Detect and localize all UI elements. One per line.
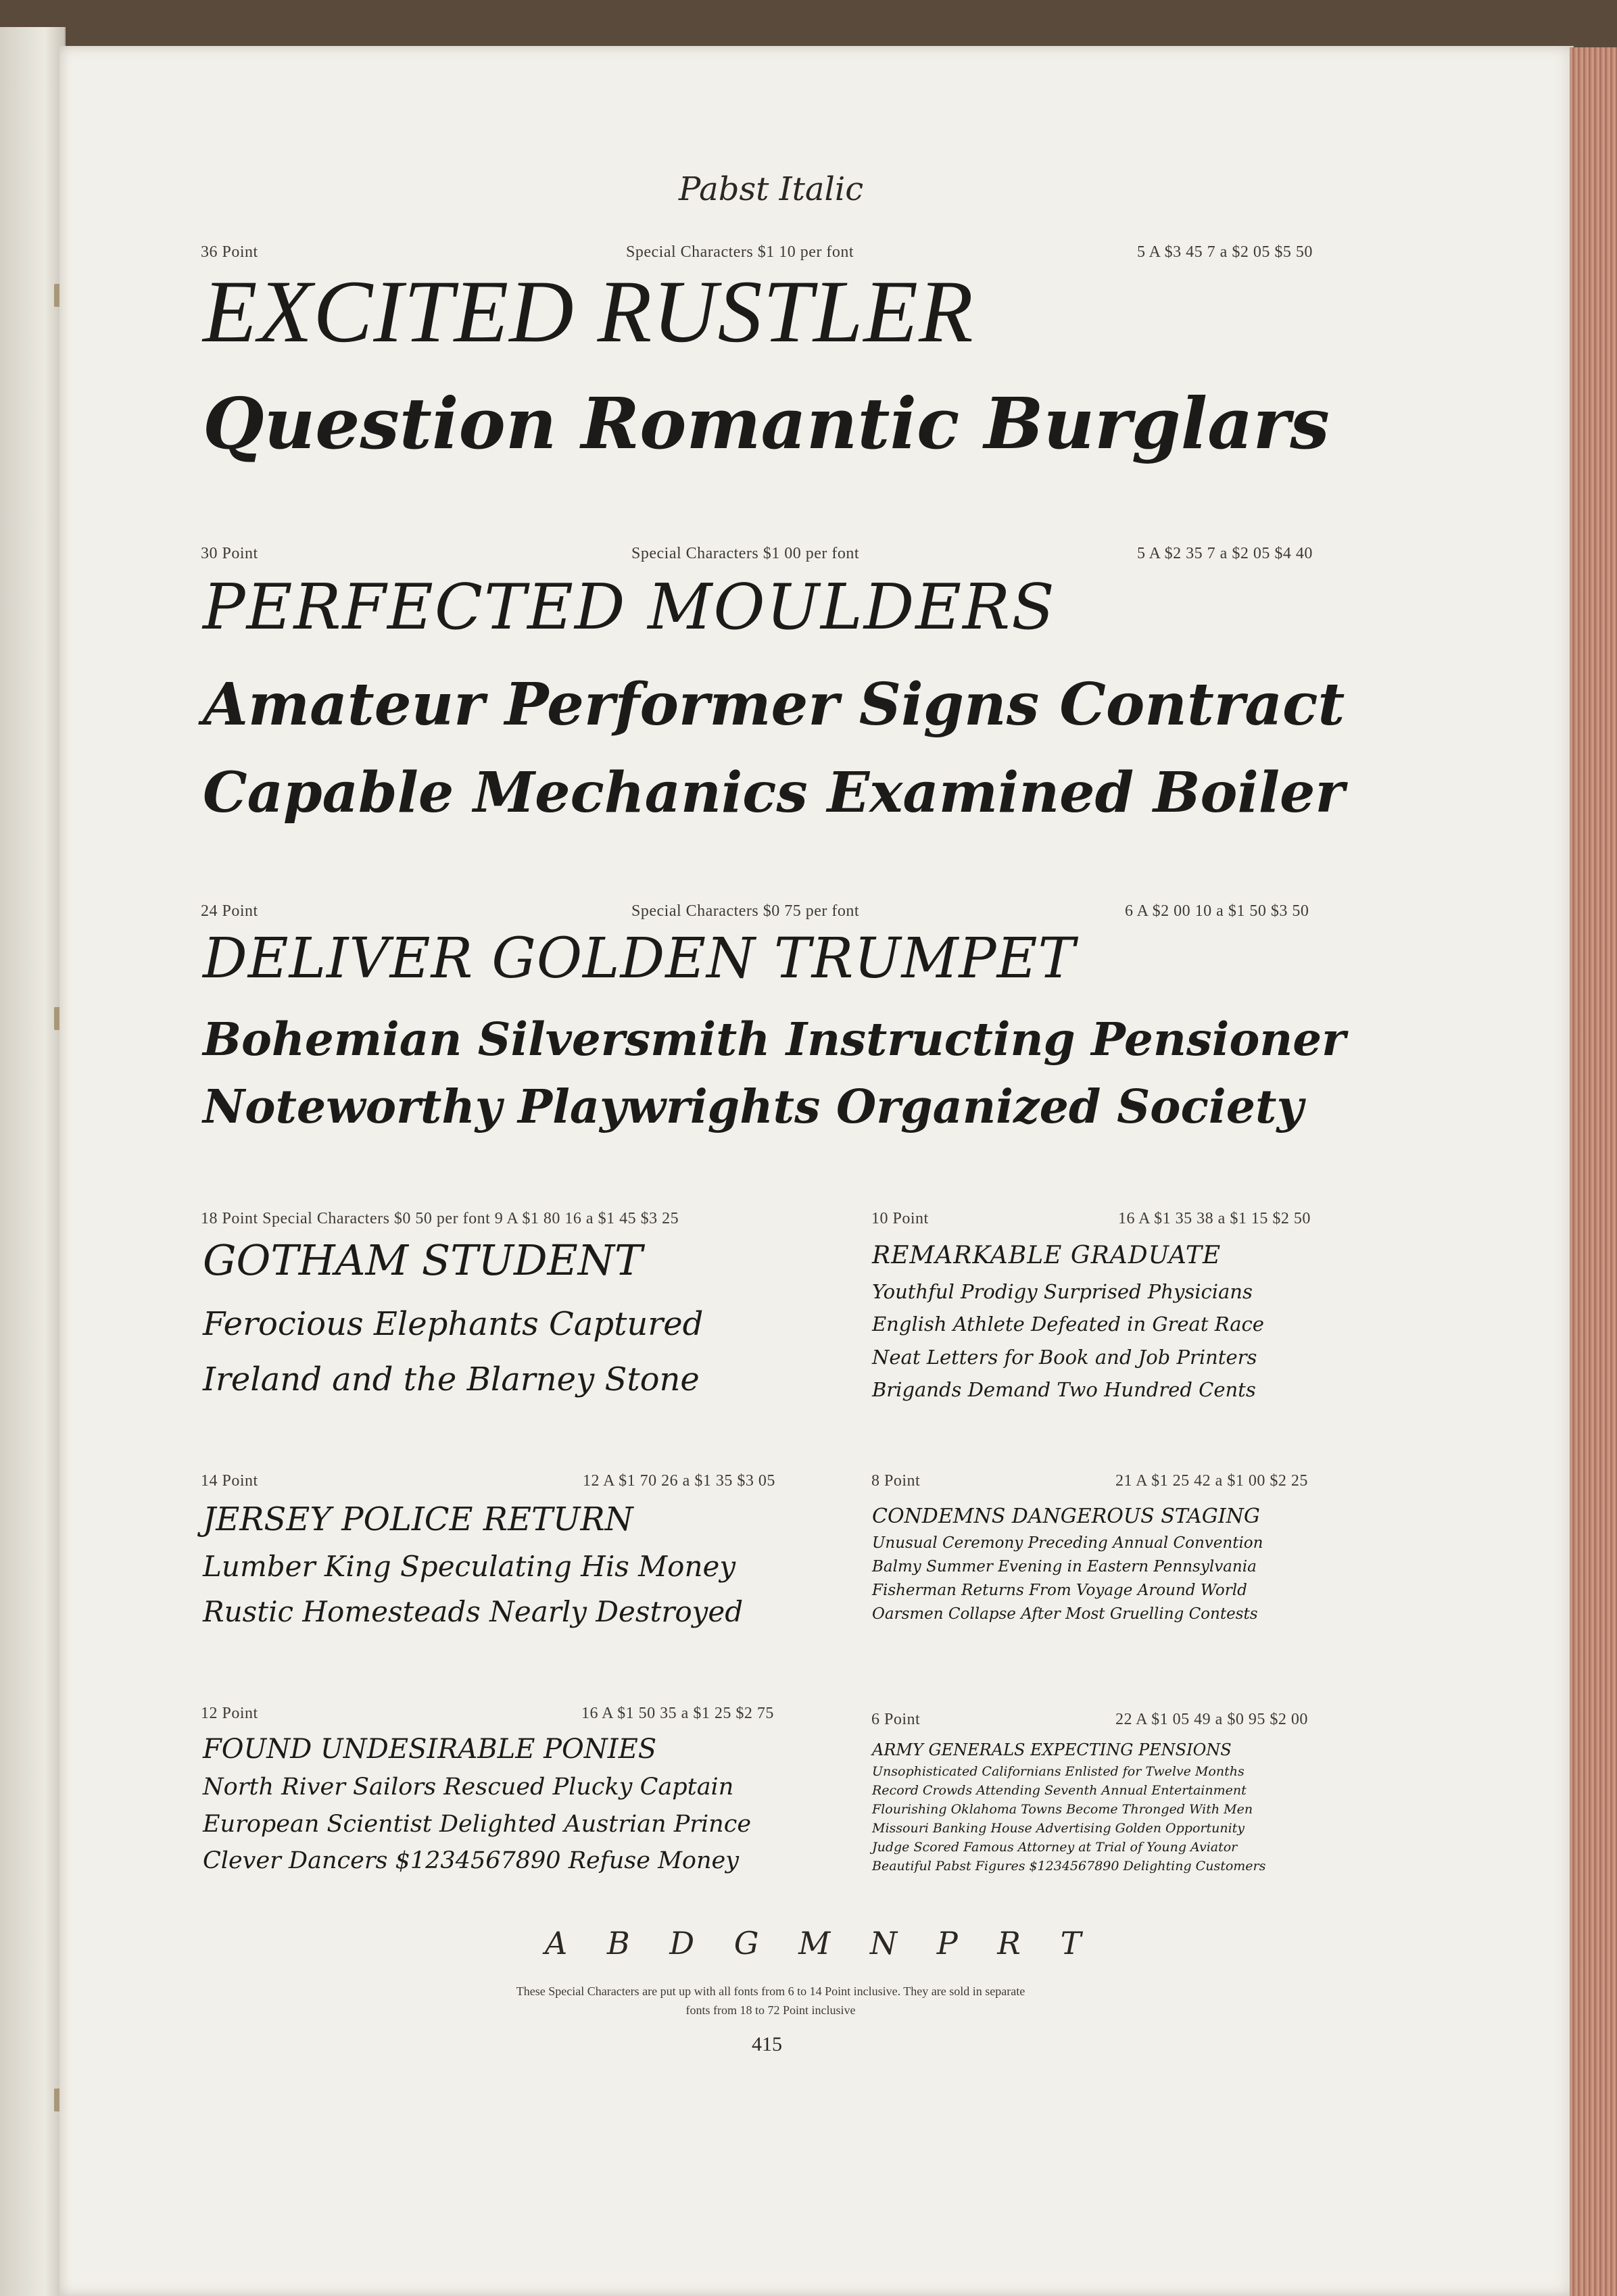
size-label-24: 24 Point [201, 902, 258, 920]
size-label-10: 10 Point [871, 1210, 929, 1227]
specimen-10-line-2: English Athlete Defeated in Great Race [872, 1313, 1264, 1336]
special-characters: A B D G M N P R T [545, 1925, 1096, 1961]
page-stack-edge [1570, 47, 1617, 2296]
specimen-10-line-4: Brigands Demand Two Hundred Cents [872, 1378, 1256, 1401]
specimen-8-line-1: Unusual Ceremony Preceding Annual Convention [872, 1534, 1263, 1552]
price-30: 5 A $2 35 7 a $2 05 $4 40 [1137, 545, 1313, 562]
specimen-6-line-5: Judge Scored Famous Attorney at Trial of Young Aviator [872, 1840, 1238, 1855]
specimen-8-caps: CONDEMNS DANGEROUS STAGING [872, 1505, 1260, 1528]
specimen-12-caps: FOUND UNDESIRABLE PONIES [203, 1734, 657, 1765]
size-label-14: 14 Point [201, 1472, 258, 1490]
size-label-8: 8 Point [871, 1472, 921, 1490]
specimen-36-lower: Question Romantic Burglars [203, 382, 1330, 465]
left-page-edge [0, 27, 66, 2296]
specimen-36-caps: EXCITED RUSTLER [203, 262, 974, 361]
footnote-line-2: fonts from 18 to 72 Point inclusive [685, 2003, 856, 2017]
page-number: 415 [752, 2033, 782, 2055]
specimen-10-line-1: Youthful Prodigy Surprised Physicians [872, 1280, 1253, 1303]
specimen-24-line-1: Bohemian Silversmith Instructing Pensioner [203, 1012, 1346, 1066]
size-label-12: 12 Point [201, 1705, 258, 1722]
specimen-12-line-1: North River Sailors Rescued Plucky Captain [203, 1774, 734, 1801]
specimen-14-line-2: Rustic Homesteads Nearly Destroyed [203, 1595, 744, 1628]
price-36: 5 A $3 45 7 a $2 05 $5 50 [1137, 243, 1313, 261]
specimen-18-caps: GOTHAM STUDENT [203, 1236, 643, 1285]
specimen-6-line-3: Flourishing Oklahoma Towns Become Thronged With Men [872, 1802, 1253, 1817]
specimen-8-line-3: Fisherman Returns From Voyage Around World [872, 1582, 1247, 1599]
specimen-10-line-3: Neat Letters for Book and Job Printers [872, 1346, 1257, 1369]
size-label-6: 6 Point [871, 1711, 921, 1728]
price-10: 16 A $1 35 38 a $1 15 $2 50 [1118, 1210, 1311, 1227]
specimen-14-line-1: Lumber King Speculating His Money [203, 1550, 736, 1583]
specimen-30-line-2: Capable Mechanics Examined Boiler [203, 760, 1345, 825]
specimen-8-line-4: Oarsmen Collapse After Most Gruelling Contests [872, 1605, 1258, 1623]
footnote-line-1: These Special Characters are put up with all fonts from 6 to 14 Point inclusive. They are sold in separate [516, 1984, 1025, 1998]
specimen-6-line-4: Missouri Banking House Advertising Golden Opportunity [872, 1821, 1245, 1836]
specimen-18-line-1: Ferocious Elephants Captured [203, 1305, 704, 1343]
specimen-10-caps: REMARKABLE GRADUATE [872, 1242, 1222, 1269]
price-24: 6 A $2 00 10 a $1 50 $3 50 [1125, 902, 1309, 920]
size-label-36: 36 Point [201, 243, 258, 261]
price-6: 22 A $1 05 49 a $0 95 $2 00 [1115, 1711, 1308, 1728]
special-chars-24: Special Characters $0 75 per font [631, 902, 860, 920]
specimen-14-caps: JERSEY POLICE RETURN [203, 1500, 633, 1538]
specimen-6-line-6: Beautiful Pabst Figures $1234567890 Delighting Customers [872, 1859, 1266, 1874]
specimen-30-line-1: Amateur Performer Signs Contract [203, 670, 1345, 739]
specimen-12-line-2: European Scientist Delighted Austrian Prince [203, 1811, 752, 1838]
header-18: 18 Point Special Characters $0 50 per font 9 A $1 80 16 a $1 45 $3 25 [201, 1210, 679, 1227]
size-label-30: 30 Point [201, 545, 258, 562]
specimen-8-line-2: Balmy Summer Evening in Eastern Pennsylvania [872, 1558, 1257, 1576]
specimen-12-line-3: Clever Dancers $1234567890 Refuse Money [203, 1847, 740, 1874]
price-12: 16 A $1 50 35 a $1 25 $2 75 [581, 1705, 774, 1722]
specimen-24-caps: DELIVER GOLDEN TRUMPET [203, 927, 1076, 991]
page-title: Pabst Italic [679, 170, 864, 208]
specimen-30-caps: PERFECTED MOULDERS [203, 570, 1056, 643]
special-chars-30: Special Characters $1 00 per font [631, 545, 860, 562]
specimen-6-line-2: Record Crowds Attending Seventh Annual Entertainment [872, 1783, 1247, 1798]
specimen-24-line-2: Noteworthy Playwrights Organized Society [203, 1080, 1303, 1134]
specimen-6-caps: ARMY GENERALS EXPECTING PENSIONS [872, 1740, 1232, 1759]
price-14: 12 A $1 70 26 a $1 35 $3 05 [583, 1472, 775, 1490]
specimen-6-line-1: Unsophisticated Californians Enlisted for Twelve Months [872, 1764, 1245, 1779]
price-8: 21 A $1 25 42 a $1 00 $2 25 [1115, 1472, 1308, 1490]
specimen-18-line-2: Ireland and the Blarney Stone [203, 1361, 700, 1398]
special-chars-36: Special Characters $1 10 per font [626, 243, 854, 261]
